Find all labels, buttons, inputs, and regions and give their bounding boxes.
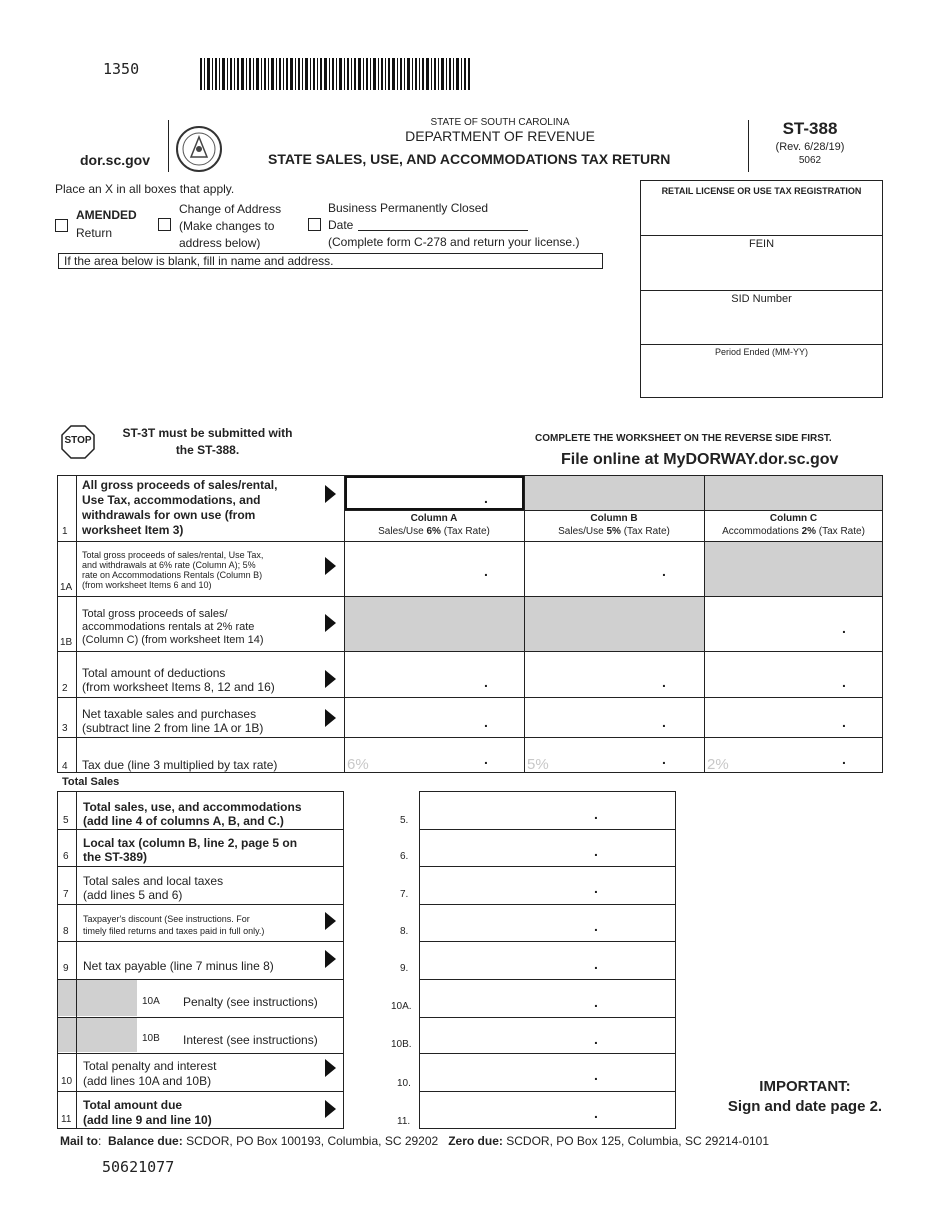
row3-bottom-line (57, 737, 883, 738)
blank-area-note: If the area below is blank, fill in name and address. (58, 253, 603, 269)
line2-col-b-dot: . (662, 674, 666, 690)
line1-text-1: All gross proceeds of sales/rental, (82, 478, 278, 492)
line1b-label (82, 608, 264, 647)
line3-col-b-input[interactable] (526, 699, 703, 735)
line6-label (83, 836, 297, 864)
line4-col-b-input[interactable] (526, 739, 703, 772)
line8-text-2: timely filed returns and taxes paid in full only.) (83, 926, 265, 936)
closed-date-field[interactable] (358, 230, 528, 231)
revision-date: (Rev. 6/28/19) (775, 141, 845, 153)
line1a-col-a-input[interactable] (346, 543, 523, 595)
line4-col-c-dot: . (842, 751, 846, 767)
line1b-text-3: (Column C) (from worksheet Item 14) (82, 634, 264, 646)
line9-arrow-icon (325, 950, 336, 968)
column-c-rate-label: Accommodations 2% (Tax Rate) (722, 526, 865, 537)
change-address-line3: address below) (179, 236, 261, 250)
line10a-code: 10A (142, 996, 160, 1007)
column-b-title: Column B (590, 513, 638, 524)
line10-text-1: Total penalty and interest (83, 1059, 217, 1073)
file-online-link[interactable]: File online at MyDORWAY.dor.sc.gov (561, 451, 839, 468)
row2-bottom-line (57, 697, 883, 698)
line2-col-c-dot: . (842, 674, 846, 690)
header-divider-left (168, 120, 169, 172)
line3-col-c-dot: . (842, 714, 846, 730)
line3-label (82, 707, 263, 735)
line8-text-1: Taxpayer's discount (See instructions. For (83, 914, 250, 924)
line10a-ref: 10A. (391, 1001, 412, 1012)
line1b-text-2: accommodations rentals at 2% rate (82, 621, 255, 633)
zero-due-label: Zero due: (448, 1134, 503, 1148)
line1a-number: 1A (60, 582, 73, 593)
line4-col-c-input[interactable] (706, 739, 882, 772)
line3-arrow-icon (325, 709, 336, 727)
barcode (200, 58, 470, 90)
line4-label: Tax due (line 3 multiplied by tax rate) (82, 758, 278, 772)
line4-rate-c: 2% (707, 756, 729, 773)
line2-text-1: Total amount of deductions (82, 666, 226, 680)
closed-instructions: (Complete form C-278 and return your license.) (328, 235, 580, 249)
state-seal-icon (173, 125, 225, 173)
line1a-text-4: (from worksheet Items 6 and 10) (82, 580, 212, 590)
bottom-form-code: 50621077 (102, 1158, 175, 1176)
line1-col-a-input[interactable] (345, 476, 524, 510)
line7-text-1: Total sales and local taxes (83, 874, 224, 888)
line10b-label: Interest (see instructions) (183, 1033, 318, 1047)
line11-number: 11 (61, 1114, 72, 1125)
amended-sub-label: Return (76, 226, 113, 240)
line1b-text-1: Total gross proceeds of sales/ (82, 608, 228, 620)
line1b-number: 1B (60, 637, 73, 648)
line1b-col-c-dot: . (842, 620, 846, 636)
row8-label-line (57, 941, 344, 942)
line1-text-4: worksheet Item 3) (82, 523, 184, 537)
line8-input[interactable] (421, 906, 675, 940)
line1a-label (82, 550, 263, 590)
line2-col-a-dot: . (484, 674, 488, 690)
period-input[interactable] (642, 360, 881, 396)
line1-label (82, 478, 277, 538)
row10b-amount-line (419, 1053, 676, 1054)
fein-input[interactable] (642, 253, 881, 288)
line5-number: 5 (63, 815, 69, 826)
line2-col-c-input[interactable] (706, 653, 882, 695)
line10a-input[interactable] (421, 981, 675, 1016)
change-address-label (179, 201, 281, 252)
line10a-num-shaded (58, 980, 76, 1016)
line10a-shaded-cell (77, 980, 137, 1016)
st3t-notice-line2: the ST-388. (175, 443, 240, 457)
department-name: DEPARTMENT OF REVENUE (405, 128, 595, 144)
line2-col-b-input[interactable] (526, 653, 703, 695)
sid-input[interactable] (642, 308, 881, 342)
row10-label-line (57, 1091, 344, 1092)
line11-text-1: Total amount due (83, 1098, 183, 1112)
line10b-input[interactable] (421, 1019, 675, 1052)
line5-label (83, 800, 302, 828)
line3-col-a-dot: . (484, 714, 488, 730)
line1-text-3: withdrawals for own use (from (82, 508, 256, 522)
line10-input[interactable] (421, 1055, 675, 1090)
line1a-text-3: rate on Accommodations Rentals (Column B) (82, 570, 263, 580)
line3-number: 3 (62, 723, 68, 734)
name-address-area[interactable] (58, 272, 628, 402)
line1-col-a-dot: . (484, 490, 488, 506)
line7-dot: . (594, 880, 598, 896)
line11-input[interactable] (421, 1093, 675, 1128)
mail-to-label: Mail to (60, 1134, 98, 1148)
line1a-col-b-input[interactable] (526, 543, 703, 595)
line8-dot: . (594, 918, 598, 934)
line4-rate-a: 6% (347, 756, 369, 773)
line10b-num-shaded (58, 1018, 76, 1052)
column-b-rate-label: Sales/Use 5% (Tax Rate) (558, 526, 670, 537)
line1-col-c-shaded (705, 476, 882, 510)
sid-label: SID Number (731, 293, 792, 305)
line7-text-2: (add lines 5 and 6) (83, 888, 183, 902)
period-label: Period Ended (MM-YY) (714, 347, 809, 357)
business-closed-label: Business Permanently Closed (328, 201, 489, 215)
line2-text-2: (from worksheet Items 8, 12 and 16) (82, 680, 275, 694)
form-id-code: 1350 (103, 60, 140, 78)
sign-date-notice: Sign and date page 2. (727, 1098, 883, 1115)
row10b-label-line (57, 1053, 344, 1054)
line11-text-2: (add line 9 and line 10) (83, 1113, 212, 1127)
fein-label: FEIN (748, 238, 775, 250)
row6-label-line (57, 866, 344, 867)
change-address-checkbox[interactable] (158, 218, 171, 231)
line10b-dot: . (594, 1031, 598, 1047)
total-sales-heading: Total Sales (62, 776, 120, 788)
amended-checkbox[interactable] (55, 219, 68, 232)
line4-col-a-input[interactable] (346, 739, 523, 772)
line10-dot: . (594, 1067, 598, 1083)
table-num-col-line (76, 475, 77, 773)
row9-amount-line (419, 979, 676, 980)
website-label: dor.sc.gov (80, 152, 151, 168)
form-number: ST-388 (782, 119, 838, 138)
line3-col-a-input[interactable] (346, 699, 523, 735)
line5-text-2: (add line 4 of columns A, B, and C.) (83, 814, 284, 828)
line2-number: 2 (62, 683, 68, 694)
line4-rate-b: 5% (527, 756, 549, 773)
line9-label: Net tax payable (line 7 minus line 8) (83, 959, 274, 973)
line5-input[interactable] (421, 793, 675, 827)
row8-amount-line (419, 941, 676, 942)
column-c-title: Column C (769, 513, 818, 524)
line8-ref: 8. (400, 926, 409, 937)
line5-ref: 5. (400, 815, 409, 826)
form-title: STATE SALES, USE, AND ACCOMMODATIONS TAX RETURN (268, 151, 671, 167)
line6-ref: 6. (400, 851, 409, 862)
line6-text-2: the ST-389) (83, 850, 148, 864)
line6-number: 6 (63, 851, 69, 862)
line1a-col-a-dot: . (484, 563, 488, 579)
line10b-ref: 10B. (391, 1039, 412, 1050)
line1a-arrow-icon (325, 557, 336, 575)
panel-divider-2 (640, 290, 883, 291)
stop-sign-label: STOP (64, 435, 92, 446)
barcode-graphic (200, 58, 470, 90)
line10-number: 10 (61, 1076, 73, 1087)
line10-ref: 10. (397, 1078, 411, 1089)
line6-input[interactable] (421, 831, 675, 865)
line5-text-1: Total sales, use, and accommodations (83, 800, 302, 814)
row1-column-header-line (344, 510, 883, 511)
line9-input[interactable] (421, 943, 675, 978)
line6-text-1: Local tax (column B, line 2, page 5 on (83, 836, 298, 850)
line8-label (83, 913, 264, 937)
line6-dot: . (594, 843, 598, 859)
line1-col-b-shaded (525, 476, 704, 510)
line11-ref: 11. (397, 1116, 411, 1127)
line7-label (83, 874, 223, 902)
balance-due-address: SCDOR, PO Box 100193, Columbia, SC 29202 (186, 1134, 439, 1148)
row7-amount-line (419, 904, 676, 905)
important-heading: IMPORTANT: (759, 1078, 851, 1095)
line9-dot: . (594, 956, 598, 972)
line5-dot: . (594, 806, 598, 822)
header-divider-right (748, 120, 749, 172)
line8-number: 8 (63, 926, 69, 937)
line8-arrow-icon (325, 912, 336, 930)
stop-sign-icon (61, 425, 95, 459)
line10b-code: 10B (142, 1033, 160, 1044)
form-code: 5062 (798, 155, 822, 166)
line1b-col-b-shaded (525, 597, 704, 651)
row10a-amount-line (419, 1017, 676, 1018)
change-address-line1: Change of Address (179, 202, 282, 216)
row7-label-line (57, 904, 344, 905)
worksheet-notice: COMPLETE THE WORKSHEET ON THE REVERSE SIDE FIRST. (535, 433, 832, 444)
line10-text-2: (add lines 10A and 10B) (83, 1074, 212, 1088)
business-closed-checkbox[interactable] (308, 218, 321, 231)
line10b-shaded-cell (77, 1018, 137, 1052)
line3-text-2: (subtract line 2 from line 1A or 1B) (82, 721, 264, 735)
line2-arrow-icon (325, 670, 336, 688)
retail-license-input[interactable] (642, 200, 881, 233)
amended-label: AMENDED (76, 208, 137, 222)
line10-arrow-icon (325, 1059, 336, 1077)
line10-label (83, 1059, 216, 1089)
line9-ref: 9. (400, 963, 409, 974)
retail-license-label: RETAIL LICENSE OR USE TAX REGISTRATION (661, 186, 862, 196)
panel-divider-1 (640, 235, 883, 236)
row6-amount-line (419, 866, 676, 867)
line2-label (82, 666, 275, 694)
line11-dot: . (594, 1105, 598, 1121)
column-a-title: Column A (410, 513, 458, 524)
totals-num-col-line (76, 791, 77, 1129)
line4-col-b-dot: . (662, 751, 666, 767)
line3-col-c-input[interactable] (706, 699, 882, 735)
row5-amount-line (419, 829, 676, 830)
state-name: STATE OF SOUTH CAROLINA (430, 117, 570, 128)
line1b-col-a-shaded (345, 597, 524, 651)
row5-label-line (57, 829, 344, 830)
row1b-bottom-line (57, 651, 883, 652)
mail-to-line: Mail to: Balance due: SCDOR, PO Box 100193, Columbia, SC 29202 Zero due: SCDOR, PO Box 125, Columbia, SC 29214-0101 (60, 1134, 770, 1148)
zero-due-address: SCDOR, PO Box 125, Columbia, SC 29214-0101 (506, 1134, 770, 1148)
line10a-dot: . (594, 994, 598, 1010)
line1-arrow-icon (325, 485, 336, 503)
line4-col-a-dot: . (484, 751, 488, 767)
line1-text-2: Use Tax, accommodations, and (82, 493, 261, 507)
line10a-label: Penalty (see instructions) (183, 995, 318, 1009)
line3-text-1: Net taxable sales and purchases (82, 707, 257, 721)
balance-due-label: Balance due: (108, 1134, 183, 1148)
line1b-col-c-input[interactable] (706, 598, 882, 650)
line11-arrow-icon (325, 1100, 336, 1118)
st3t-notice-line1: ST-3T must be submitted with (122, 426, 293, 440)
line1b-arrow-icon (325, 614, 336, 632)
line1a-col-c-shaded (705, 542, 882, 596)
line2-col-a-input[interactable] (346, 653, 523, 695)
row10-amount-line (419, 1091, 676, 1092)
line11-label (83, 1098, 212, 1128)
panel-divider-3 (640, 344, 883, 345)
line1-number: 1 (62, 526, 68, 537)
column-a-rate-label: Sales/Use 6% (Tax Rate) (378, 526, 490, 537)
line9-number: 9 (63, 963, 69, 974)
instruction-text: Place an X in all boxes that apply. (55, 182, 235, 196)
line4-number: 4 (62, 761, 68, 772)
line7-ref: 7. (400, 889, 409, 900)
line7-input[interactable] (421, 868, 675, 903)
line1a-text-1: Total gross proceeds of sales/rental, Use Tax, (82, 550, 264, 560)
line3-col-b-dot: . (662, 714, 666, 730)
line1a-col-b-dot: . (662, 563, 666, 579)
line7-number: 7 (63, 889, 69, 900)
line1a-text-2: and withdrawals at 6% rate (Column A); 5% (82, 560, 256, 570)
closed-date-label: Date (328, 218, 354, 232)
change-address-line2: (Make changes to (179, 219, 275, 233)
